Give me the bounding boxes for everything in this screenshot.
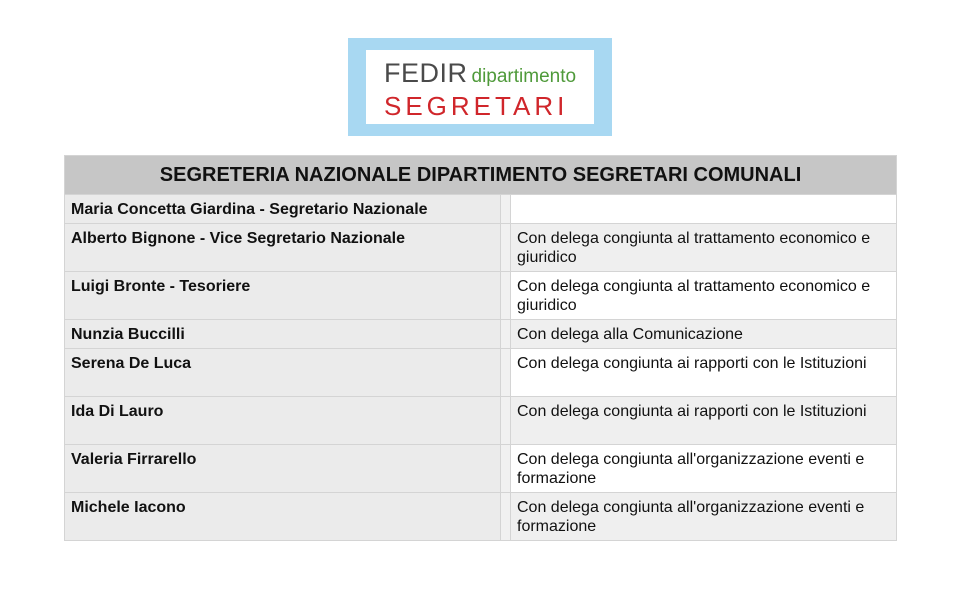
member-role: Con delega congiunta all'organizzazione eventi e formazione xyxy=(511,445,897,493)
column-gap xyxy=(501,397,511,445)
table-row xyxy=(65,195,897,224)
table-row xyxy=(65,493,897,541)
table-row xyxy=(65,397,897,445)
table-row xyxy=(65,349,897,397)
logo-fedir-text: FEDIR xyxy=(384,58,468,88)
column-gap xyxy=(501,445,511,493)
logo-dipartimento-text: dipartimento xyxy=(471,66,577,87)
table-row xyxy=(65,224,897,272)
table-row xyxy=(65,445,897,493)
member-role: Con delega alla Comunicazione xyxy=(511,320,897,349)
member-name: Luigi Bronte - Tesoriere xyxy=(65,272,501,320)
member-role: Con delega congiunta ai rapporti con le Istituzioni xyxy=(511,349,897,397)
member-name: Michele Iacono xyxy=(65,493,501,541)
member-name: Nunzia Buccilli xyxy=(65,320,501,349)
member-name: Ida Di Lauro xyxy=(65,397,501,445)
fedir-logo xyxy=(348,38,612,136)
member-role xyxy=(511,195,897,224)
column-gap xyxy=(501,349,511,397)
member-name: Valeria Firrarello xyxy=(65,445,501,493)
logo-panel xyxy=(366,50,594,124)
table-header-row xyxy=(65,156,897,195)
table-row xyxy=(65,272,897,320)
table-title: SEGRETERIA NAZIONALE DIPARTIMENTO SEGRETARI COMUNALI xyxy=(65,156,897,195)
member-name: Maria Concetta Giardina - Segretario Nazionale xyxy=(65,195,501,224)
column-gap xyxy=(501,272,511,320)
secretariat-table xyxy=(64,155,897,541)
member-name: Serena De Luca xyxy=(65,349,501,397)
column-gap xyxy=(501,195,511,224)
logo-line1 xyxy=(384,60,582,91)
table-row xyxy=(65,320,897,349)
member-name: Alberto Bignone - Vice Segretario Nazionale xyxy=(65,224,501,272)
logo-segretari-text: SEGRETARI xyxy=(384,91,569,121)
column-gap xyxy=(501,224,511,272)
member-role: Con delega congiunta al trattamento economico e giuridico xyxy=(511,224,897,272)
column-gap xyxy=(501,320,511,349)
member-role: Con delega congiunta al trattamento economico e giuridico xyxy=(511,272,897,320)
column-gap xyxy=(501,493,511,541)
member-role: Con delega congiunta all'organizzazione eventi e formazione xyxy=(511,493,897,541)
member-role: Con delega congiunta ai rapporti con le Istituzioni xyxy=(511,397,897,445)
